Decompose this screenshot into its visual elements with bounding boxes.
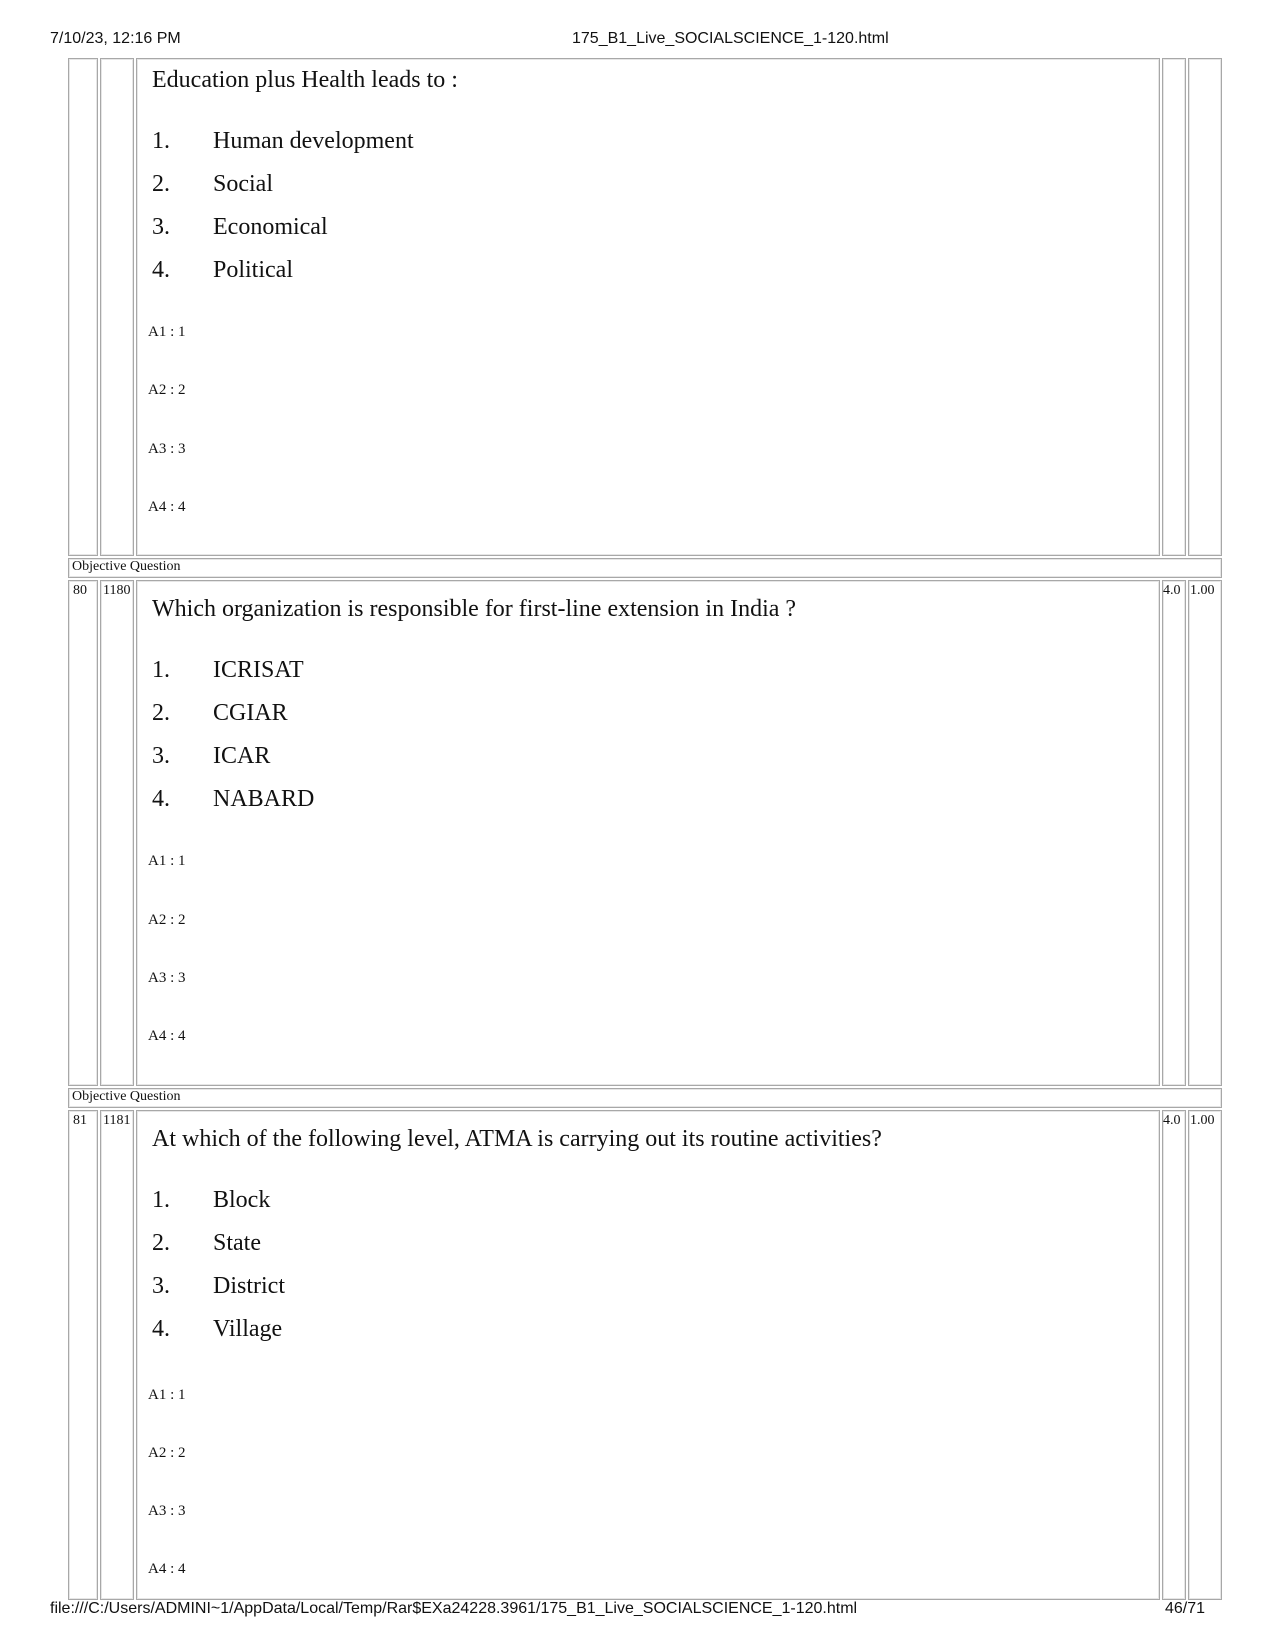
question-type-label: Objective Question xyxy=(72,1089,181,1104)
print-datetime: 7/10/23, 12:16 PM xyxy=(50,30,181,47)
option-number: 1. xyxy=(152,1187,170,1213)
option-number: 2. xyxy=(152,1230,170,1256)
answer-key: A4 : 4 xyxy=(148,499,186,515)
answer-key: A1 : 1 xyxy=(148,324,186,340)
qid-cell xyxy=(100,1110,134,1600)
sno-cell xyxy=(68,1110,98,1600)
answer-key: A2 : 2 xyxy=(148,912,186,928)
question-text: At which of the following level, ATMA is carrying out its routine activities? xyxy=(152,1126,882,1152)
option-text: Human development xyxy=(213,128,414,154)
option-text: Village xyxy=(213,1316,283,1342)
qid-cell xyxy=(100,580,134,1086)
question-id: 1180 xyxy=(103,583,131,598)
option-number: 3. xyxy=(152,743,170,769)
answer-key: A3 : 3 xyxy=(148,1503,186,1519)
sno-cell xyxy=(68,580,98,1086)
marks-cell xyxy=(1162,58,1186,556)
print-page-number: 46/71 xyxy=(1164,1600,1205,1617)
option-text: ICRISAT xyxy=(213,657,304,683)
negative-marks-cell xyxy=(1188,580,1222,1086)
serial-number: 80 xyxy=(73,583,87,598)
negative-marks-value: 1.00 xyxy=(1190,583,1215,598)
negative-marks-cell xyxy=(1188,58,1222,556)
answer-key: A2 : 2 xyxy=(148,1445,186,1461)
sno-cell xyxy=(68,58,98,556)
option-text: CGIAR xyxy=(213,700,288,726)
question-id: 1181 xyxy=(103,1113,131,1128)
negative-marks-value: 1.00 xyxy=(1190,1113,1215,1128)
print-doc-title: 175_B1_Live_SOCIALSCIENCE_1-120.html xyxy=(572,30,889,47)
serial-number: 81 xyxy=(73,1113,87,1128)
option-number: 4. xyxy=(152,257,170,283)
marks-cell xyxy=(1162,580,1186,1086)
answer-key: A1 : 1 xyxy=(148,1387,186,1403)
option-text: Political xyxy=(213,257,293,283)
option-number: 4. xyxy=(152,786,170,812)
marks-value: 4.0 xyxy=(1163,583,1181,598)
option-text: State xyxy=(213,1230,261,1256)
marks-cell xyxy=(1162,1110,1186,1600)
option-text: NABARD xyxy=(213,786,315,812)
option-number: 2. xyxy=(152,700,170,726)
answer-key: A4 : 4 xyxy=(148,1561,186,1577)
question-text: Which organization is responsible for first-line extension in India ? xyxy=(152,596,797,622)
answer-key: A3 : 3 xyxy=(148,970,186,986)
option-number: 1. xyxy=(152,657,170,683)
qid-cell xyxy=(100,58,134,556)
option-number: 1. xyxy=(152,128,170,154)
marks-value: 4.0 xyxy=(1163,1113,1181,1128)
question-cell xyxy=(136,580,1160,1086)
question-type-row xyxy=(68,558,1222,578)
question-text: Education plus Health leads to : xyxy=(152,67,458,93)
option-text: District xyxy=(213,1273,285,1299)
answer-key: A1 : 1 xyxy=(148,853,186,869)
option-text: ICAR xyxy=(213,743,271,769)
option-number: 3. xyxy=(152,1273,170,1299)
question-cell xyxy=(136,1110,1160,1600)
answer-key: A2 : 2 xyxy=(148,382,186,398)
answer-key: A3 : 3 xyxy=(148,441,186,457)
option-number: 4. xyxy=(152,1316,170,1342)
option-text: Economical xyxy=(213,214,328,240)
option-number: 3. xyxy=(152,214,170,240)
option-text: Block xyxy=(213,1187,271,1213)
option-text: Social xyxy=(213,171,273,197)
option-number: 2. xyxy=(152,171,170,197)
answer-key: A4 : 4 xyxy=(148,1028,186,1044)
negative-marks-cell xyxy=(1188,1110,1222,1600)
question-type-label: Objective Question xyxy=(72,559,181,574)
print-file-path: file:///C:/Users/ADMINI~1/AppData/Local/Temp/Rar$EXa24228.3961/175_B1_Live_SOCIALSCIENCE_1-120.html xyxy=(50,1600,858,1617)
question-type-row xyxy=(68,1088,1222,1108)
